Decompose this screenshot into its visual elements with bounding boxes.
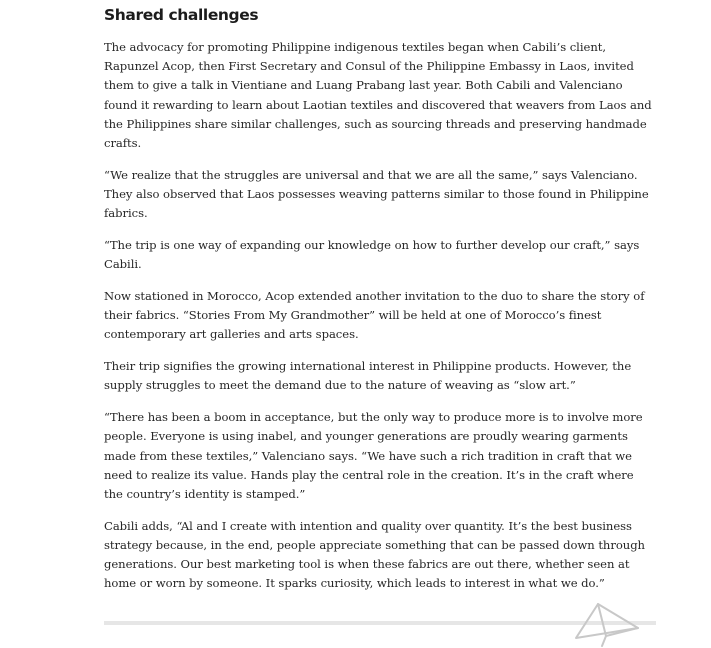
paragraph: Now stationed in Morocco, Acop extended another invitation to the duo to share the story of their fabrics. “Stories From My Grandmother” will be held at one of Morocco’s finest contemporary art galleries and arts spaces.: [104, 289, 645, 342]
paragraph: “We realize that the struggles are universal and that we are all the same,” says Valenciano. They also observed that Laos possesses weaving patterns similar to those found in Philippine fabrics.: [104, 167, 649, 221]
article-body: [104, 4, 656, 606]
paragraph: “There has been a boom in acceptance, but the only way to produce more is to involve more people. Everyone is using inabel, and younger generations are proudly wearing garments made from these textiles,” Valenciano says. “We have such a rich tradition in craft that we need to realize its value. Hands play the central role in the creation. It’s in the craft where the country’s identity is stamped.”: [104, 410, 643, 502]
paragraph: Cabili adds, “Al and I create with intention and quality over quantity. It’s the best business strategy because, in the end, people appreciate something that can be passed down through generations. Our best marketing tool is when these fabrics are out there, whether seen at home or worn by someone. It sparks curiosity, which leads to interest in what we do.”: [104, 518, 645, 591]
paragraph: Their trip signifies the growing international interest in Philippine products. However, the supply struggles to meet the demand due to the nature of weaving as “slow art.”: [104, 359, 632, 393]
section-heading: Shared challenges: [104, 6, 259, 24]
paragraph: “The trip is one way of expanding our knowledge on how to further develop our craft,” says Cabili.: [104, 238, 640, 272]
paragraph: The advocacy for promoting Philippine indigenous textiles began when Cabili’s client, Rapunzel Acop, then First Secretary and Consul of the Philippine Embassy in Laos, invited them to give a talk in Vientiane and Luang Prabang last year. Both Cabili and Valenciano found it rewarding to learn about Laotian textiles and discovered that weavers from Laos and the Philippines share similar challenges, such as sourcing threads and preserving handmade crafts.: [104, 40, 652, 151]
